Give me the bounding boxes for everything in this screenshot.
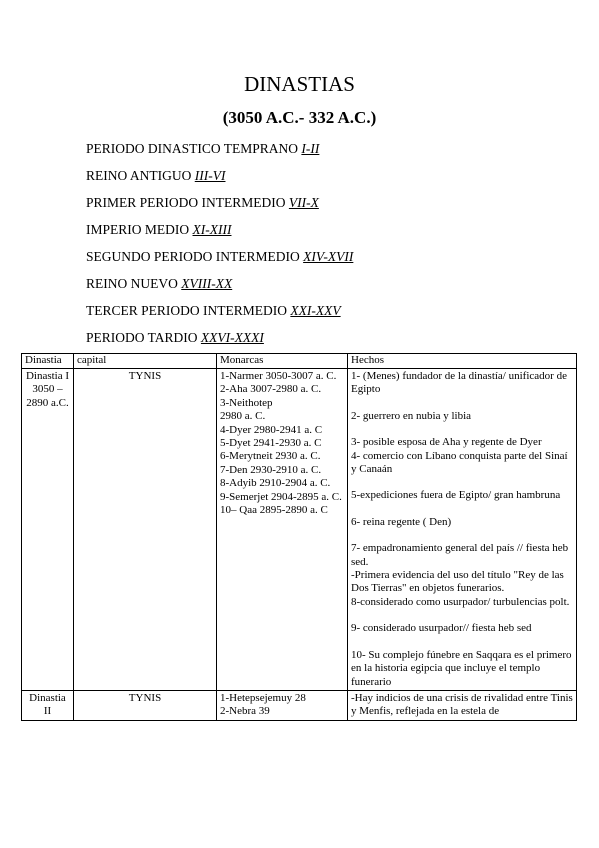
table-header-row xyxy=(22,354,577,369)
monarch-entry: 9-Semerjet 2904-2895 a. C. xyxy=(220,490,342,503)
fact-entry: 8-considerado como usurpador/ turbulencias polt. xyxy=(351,595,570,608)
period-name: TERCER PERIODO INTERMEDIO xyxy=(86,303,287,318)
monarch-entry: 10– Qaa 2895-2890 a. C xyxy=(220,504,328,517)
monarch-entry: 2-Aha 3007-2980 a. C. xyxy=(220,383,322,396)
period-item xyxy=(86,140,353,167)
fact-entry: 3- posible esposa de Aha y regente de Dyer xyxy=(351,436,542,449)
period-dynasties: XI-XIII xyxy=(192,222,232,237)
monarch-entry: 1-Hetepsejemuy 28 xyxy=(220,691,306,704)
fact-entry: 9- considerado usurpador// fiesta heb sed xyxy=(351,622,532,635)
monarch-entry: 4-Dyer 2980-2941 a. C xyxy=(220,423,323,436)
facts-cell xyxy=(348,690,577,720)
dynasty-table xyxy=(21,353,577,721)
period-dynasties: III-VI xyxy=(194,168,226,183)
period-item xyxy=(86,275,353,302)
monarch-entry: 5-Dyet 2941-2930 a. C xyxy=(220,437,322,450)
monarch-entry: 2980 a. C. xyxy=(220,410,266,423)
period-item xyxy=(86,329,353,356)
period-dynasties: I-II xyxy=(301,141,320,156)
column-header-facts: Hechos xyxy=(348,354,577,369)
monarch-entry: 7-Den 2930-2910 a. C. xyxy=(220,463,322,476)
table-row xyxy=(22,369,577,691)
monarchs-cell xyxy=(217,690,348,720)
monarch-entry: 3-Neithotep xyxy=(220,396,273,409)
fact-entry: -Primera evidencia del uso del título "Rey de las Dos Tierras" en objetos funerarios. xyxy=(351,569,564,595)
fact-entry: 10- Su complejo fúnebre en Saqqara es el primero en la historia egipcia que incluye el templo funerario xyxy=(351,648,572,688)
period-dynasties: VII-X xyxy=(288,195,319,210)
monarch-entry: 2-Nebra 39 xyxy=(220,705,270,718)
period-name: REINO NUEVO xyxy=(86,276,178,291)
period-name: PERIODO DINASTICO TEMPRANO xyxy=(86,141,299,156)
monarch-entry: 1-Narmer 3050-3007 a. C. xyxy=(220,370,337,382)
capital-cell: TYNIS xyxy=(74,369,217,691)
facts-cell xyxy=(348,369,577,691)
dynasty-name: Dinastia I xyxy=(25,370,70,382)
period-item xyxy=(86,194,353,221)
fact-entry: -Hay indicios de una crisis de rivalidad entre Tinis y Menfis, reflejada en la estela de xyxy=(351,691,573,718)
fact-entry: 4- comercio con Líbano conquista parte del Sinaí y Canaán xyxy=(351,449,568,476)
fact-entry: 7- empadronamiento general del país // fiesta heb sed. xyxy=(351,542,569,568)
column-header-dynasty: Dinastia xyxy=(22,354,74,369)
period-list xyxy=(86,140,353,356)
period-dynasties: XVIII-XX xyxy=(181,276,233,291)
fact-entry: 5-expediciones fuera de Egipto/ gran hambruna xyxy=(351,489,561,502)
monarch-entry: 8-Adyib 2910-2904 a. C. xyxy=(220,477,331,490)
period-name: REINO ANTIGUO xyxy=(86,168,192,183)
period-item xyxy=(86,302,353,329)
monarch-entry: 6-Merytneit 2930 a. C. xyxy=(220,450,321,463)
dynasty-cell xyxy=(22,369,74,691)
page-subtitle: (3050 A.C.- 332 A.C.) xyxy=(222,108,377,127)
table-row xyxy=(22,690,577,720)
monarchs-cell xyxy=(217,369,348,691)
period-item xyxy=(86,221,353,248)
period-item xyxy=(86,248,353,275)
fact-entry: 6- reina regente ( Den) xyxy=(351,515,452,528)
fact-entry: 2- guerrero en nubia y libia xyxy=(351,409,472,422)
page-title: DINASTIAS xyxy=(244,72,355,96)
period-dynasties: XIV-XVII xyxy=(303,249,354,264)
period-name: PERIODO TARDIO xyxy=(86,330,198,345)
dynasty-dates: 3050 – 2890 a.C. xyxy=(26,383,69,409)
capital-cell: TYNIS xyxy=(74,690,217,720)
period-dynasties: XXVI-XXXI xyxy=(200,330,264,345)
period-name: SEGUNDO PERIODO INTERMEDIO xyxy=(86,249,300,264)
period-name: PRIMER PERIODO INTERMEDIO xyxy=(86,195,286,210)
fact-entry: 1- (Menes) fundador de la dinastía/ unificador de Egipto xyxy=(351,370,567,396)
dynasty-cell: Dinastia II xyxy=(22,690,74,720)
column-header-monarchs: Monarcas xyxy=(217,354,348,369)
column-header-capital: capital xyxy=(74,354,217,369)
period-item xyxy=(86,167,353,194)
period-name: IMPERIO MEDIO xyxy=(86,222,190,237)
period-dynasties: XXI-XXV xyxy=(290,303,341,318)
